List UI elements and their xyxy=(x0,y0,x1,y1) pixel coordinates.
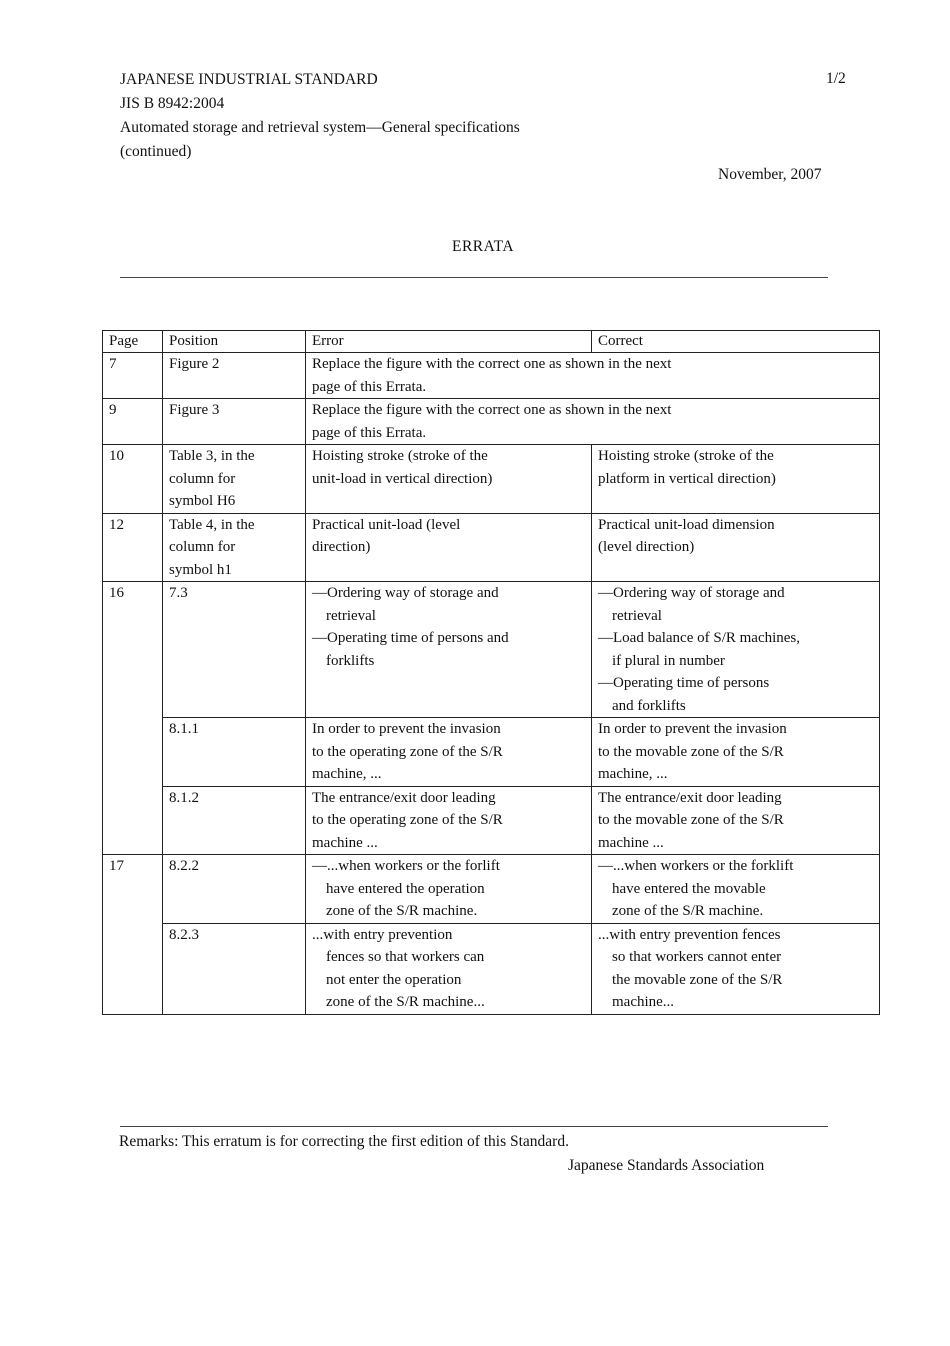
cell-line: Table 4, in the xyxy=(169,516,255,533)
table-row xyxy=(103,513,880,582)
cell-correct xyxy=(592,786,880,855)
cell-correct xyxy=(592,923,880,1014)
cell-position xyxy=(163,582,306,718)
cell-correct xyxy=(592,445,880,514)
cell-error xyxy=(306,786,592,855)
cell-page: 16 xyxy=(103,582,163,855)
cell-line: 8.1.2 xyxy=(169,789,199,806)
cell-merged-instruction xyxy=(306,353,880,399)
table-row xyxy=(103,445,880,514)
page-number: 1/2 xyxy=(826,70,846,87)
cell-page: 12 xyxy=(103,513,163,582)
cell-correct xyxy=(592,513,880,582)
cell-line: —Ordering way of storage and xyxy=(312,585,499,601)
cell-line: machine, ... xyxy=(312,766,382,782)
cell-line: machine... xyxy=(612,994,675,1010)
header-position: Position xyxy=(163,331,306,353)
cell-line: Replace the figure with the correct one as shown in the next xyxy=(312,356,672,372)
cell-line: —Ordering way of storage and xyxy=(598,585,785,601)
cell-line: machine ... xyxy=(312,834,378,851)
cell-line: unit-load in vertical direction) xyxy=(312,470,493,487)
cell-merged-instruction xyxy=(306,399,880,445)
cell-line: Hoisting stroke (stroke of the xyxy=(312,448,488,464)
cell-line: direction) xyxy=(312,539,371,555)
cell-page: 10 xyxy=(103,445,163,514)
table-row xyxy=(103,399,880,445)
cell-error xyxy=(306,445,592,514)
cell-line: (level direction) xyxy=(598,539,695,555)
cell-line: retrieval xyxy=(612,607,662,624)
cell-line: page of this Errata. xyxy=(312,424,427,441)
cell-line: Practical unit-load (level xyxy=(312,516,461,533)
cell-error xyxy=(306,513,592,582)
remarks-note: Remarks: This erratum is for correcting the first edition of this Standard. xyxy=(119,1133,569,1150)
cell-line: have entered the movable xyxy=(612,880,766,897)
header-page: Page xyxy=(103,331,163,353)
table-row xyxy=(103,718,880,787)
cell-correct xyxy=(592,718,880,787)
cell-line: Replace the figure with the correct one as shown in the next xyxy=(312,402,672,418)
cell-line: zone of the S/R machine. xyxy=(326,903,478,919)
table-header-row xyxy=(103,331,880,353)
cell-line: not enter the operation xyxy=(326,971,462,988)
errata-table xyxy=(102,330,880,1015)
top-divider xyxy=(120,277,828,278)
cell-line: to the movable zone of the S/R xyxy=(598,743,784,760)
cell-position xyxy=(163,399,306,445)
bottom-divider xyxy=(120,1126,828,1127)
cell-page: 9 xyxy=(103,399,163,445)
cell-position xyxy=(163,445,306,514)
cell-error xyxy=(306,923,592,1014)
cell-line: —Operating time of persons xyxy=(598,675,770,691)
cell-line: In order to prevent the invasion xyxy=(598,721,787,737)
cell-position xyxy=(163,786,306,855)
cell-error xyxy=(306,718,592,787)
errata-title: ERRATA xyxy=(452,238,515,255)
cell-line: 8.2.3 xyxy=(169,926,199,943)
cell-line: —...when workers or the forklift xyxy=(598,858,794,874)
cell-page: 7 xyxy=(103,353,163,399)
cell-line: page of this Errata. xyxy=(312,378,427,395)
cell-position xyxy=(163,855,306,924)
cell-error xyxy=(306,582,592,718)
cell-line: ...with entry prevention fences xyxy=(598,926,781,943)
header-correct: Correct xyxy=(592,331,880,353)
cell-line: —...when workers or the forlift xyxy=(312,858,500,874)
cell-line: if plural in number xyxy=(612,652,725,669)
standard-subject: Automated storage and retrieval system—General specifications xyxy=(120,119,520,136)
cell-correct xyxy=(592,582,880,718)
cell-line: to the movable zone of the S/R xyxy=(598,812,784,828)
cell-line: The entrance/exit door leading xyxy=(312,789,496,806)
cell-line: 8.2.2 xyxy=(169,858,199,874)
cell-line: —Load balance of S/R machines, xyxy=(598,630,801,646)
cell-line: zone of the S/R machine. xyxy=(612,903,764,919)
cell-line: platform in vertical direction) xyxy=(598,470,776,487)
cell-position xyxy=(163,353,306,399)
cell-line: forklifts xyxy=(326,652,375,669)
cell-line: Figure 3 xyxy=(169,402,220,418)
cell-position xyxy=(163,923,306,1014)
cell-line: and forklifts xyxy=(612,697,686,714)
cell-line: The entrance/exit door leading xyxy=(598,789,782,806)
header-error: Error xyxy=(306,331,592,353)
cell-position xyxy=(163,513,306,582)
cell-line: retrieval xyxy=(326,607,376,624)
continued-note: (continued) xyxy=(120,143,192,160)
cell-line: Figure 2 xyxy=(169,356,220,372)
cell-line: column for xyxy=(169,470,236,487)
standard-title: JAPANESE INDUSTRIAL STANDARD xyxy=(120,71,378,88)
cell-line: fences so that workers can xyxy=(326,949,485,965)
publisher-name: Japanese Standards Association xyxy=(568,1157,765,1174)
cell-line: 8.1.1 xyxy=(169,721,199,737)
cell-line: Hoisting stroke (stroke of the xyxy=(598,448,774,464)
cell-line: column for xyxy=(169,539,236,555)
cell-line: to the operating zone of the S/R xyxy=(312,743,503,760)
cell-line: symbol h1 xyxy=(169,561,232,578)
standard-number: JIS B 8942:2004 xyxy=(120,95,225,112)
cell-correct xyxy=(592,855,880,924)
cell-position xyxy=(163,718,306,787)
table-row xyxy=(103,353,880,399)
cell-line: —Operating time of persons and xyxy=(312,630,509,646)
table-row xyxy=(103,786,880,855)
table-row xyxy=(103,923,880,1014)
cell-line: machine ... xyxy=(598,834,664,851)
publication-date: November, 2007 xyxy=(718,166,822,183)
cell-line: 7.3 xyxy=(169,585,188,601)
cell-line: so that workers cannot enter xyxy=(612,949,782,965)
cell-line: machine, ... xyxy=(598,766,668,782)
cell-line: zone of the S/R machine... xyxy=(326,994,485,1010)
cell-line: ...with entry prevention xyxy=(312,926,453,943)
cell-line: to the operating zone of the S/R xyxy=(312,812,503,828)
table-row xyxy=(103,855,880,924)
cell-error xyxy=(306,855,592,924)
cell-line: symbol H6 xyxy=(169,493,236,509)
table-row xyxy=(103,582,880,718)
cell-page: 17 xyxy=(103,855,163,1015)
cell-line: Practical unit-load dimension xyxy=(598,516,775,533)
cell-line: In order to prevent the invasion xyxy=(312,721,501,737)
cell-line: the movable zone of the S/R xyxy=(612,971,783,988)
cell-line: have entered the operation xyxy=(326,880,485,897)
cell-line: Table 3, in the xyxy=(169,448,255,464)
